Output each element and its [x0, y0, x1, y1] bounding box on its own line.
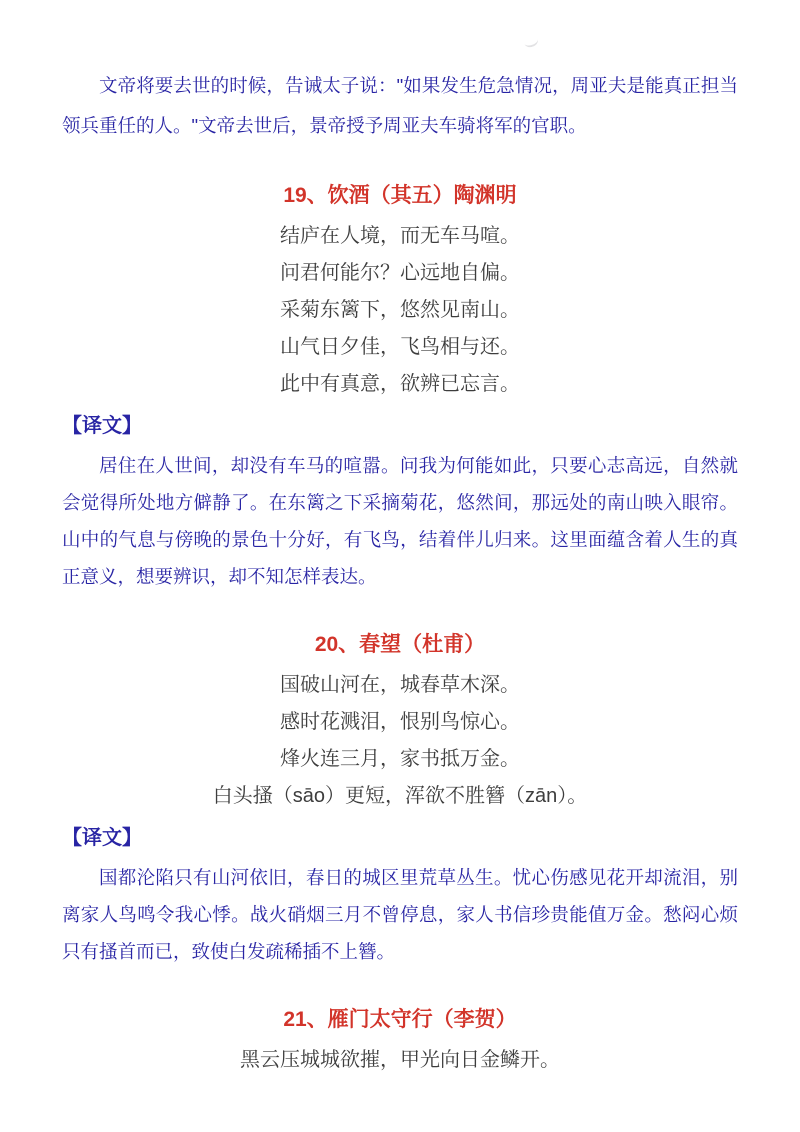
section-title: 20、春望（杜甫） [314, 633, 486, 656]
poem-line: 国破山河在，城春草木深。 [280, 674, 520, 696]
poem-line: 此中有真意，欲辨已忘言。 [280, 373, 520, 395]
poem-line: 黑云压城城欲摧，甲光向日金鳞开。 [240, 1049, 560, 1071]
poem-line: 问君何能尔？心远地自偏。 [280, 262, 520, 284]
section-21 [62, 1006, 738, 1079]
translation-label: 【译文】 [62, 827, 142, 849]
poem-line: 采菊东篱下，悠然见南山。 [280, 299, 520, 321]
poem-line: 烽火连三月，家书抵万金。 [280, 748, 520, 770]
poem-block [62, 1042, 738, 1079]
poem-line: 感时花溅泪，恨别鸟惊心。 [280, 711, 520, 733]
section-20 [62, 631, 738, 970]
poem-block [62, 218, 738, 403]
poem-line: 白头搔（sāo）更短，浑欲不胜簪（zān）。 [212, 785, 588, 807]
translation-paragraph: 居住在人世间，却没有车马的喧嚣。问我为何能如此，只要心志高远，自然就会觉得所处地方僻静了。在东篱之下采摘菊花，悠然间，那远处的南山映入眼帘。山中的气息与傍晚的景色十分好，有飞鸟，结着伴儿归来。这里面蕴含着人生的真正意义，想要辨识，却不知怎样表达。 [62, 455, 738, 587]
section-19 [62, 182, 738, 595]
poem-line: 结庐在人境，而无车马喧。 [280, 225, 520, 247]
intro-paragraph: 文帝将要去世的时候，告诫太子说："如果发生危急情况，周亚夫是能真正担当领兵重任的人。"文帝去世后，景帝授予周亚夫车骑将军的官职。 [62, 75, 738, 136]
poem-block [62, 667, 738, 815]
section-title: 19、饮酒（其五）陶渊明 [283, 184, 517, 207]
translation-label: 【译文】 [62, 415, 142, 437]
section-title: 21、雁门太守行（李贺） [283, 1008, 517, 1031]
poem-line: 山气日夕佳，飞鸟相与还。 [280, 336, 520, 358]
translation-paragraph: 国都沦陷只有山河依旧，春日的城区里荒草丛生。忧心伤感见花开却流泪，别离家人鸟鸣令我心悸。战火硝烟三月不曾停息，家人书信珍贵能值万金。愁闷心烦只有搔首而已，致使白发疏稀插不上簪。 [62, 867, 738, 962]
